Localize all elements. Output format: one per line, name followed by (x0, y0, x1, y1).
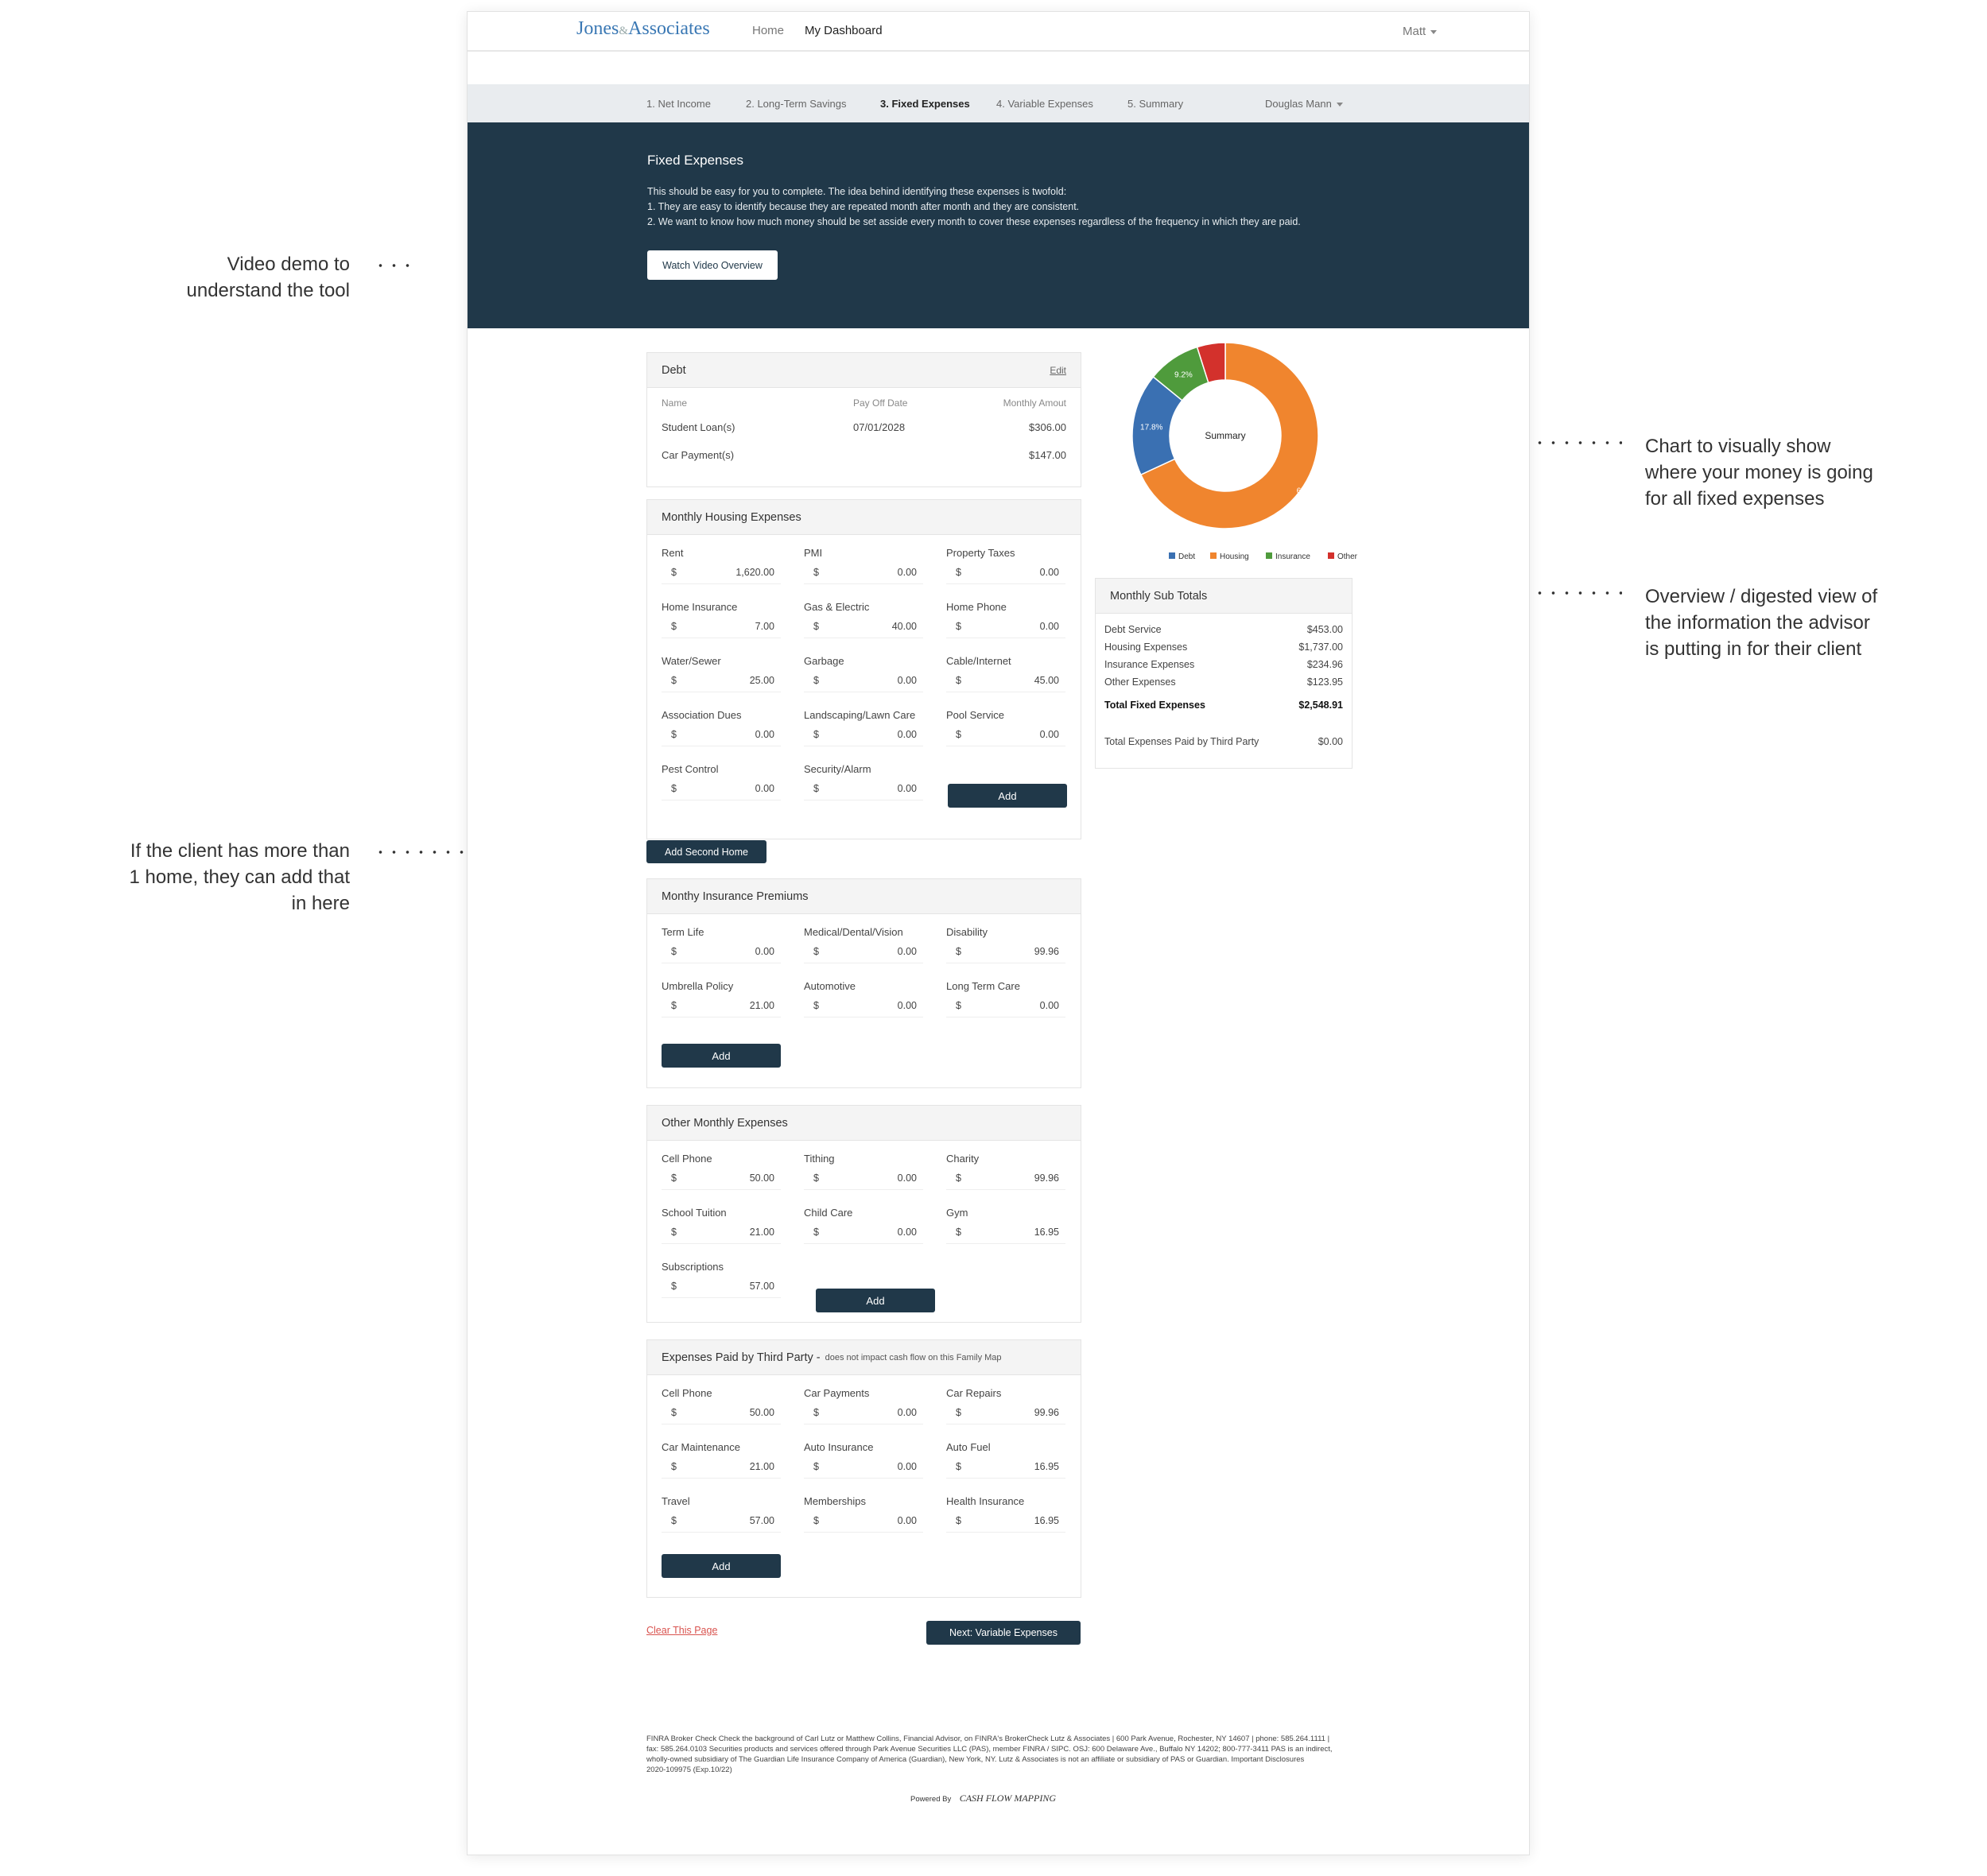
housing-card (646, 499, 1081, 839)
add-third-party-button[interactable]: Add (662, 1554, 781, 1578)
amount-input[interactable] (804, 777, 923, 800)
tab-variable-expenses[interactable]: 4. Variable Expenses (996, 98, 1093, 110)
tab-summary[interactable]: 5. Summary (1127, 98, 1184, 110)
field-label: Automotive (804, 980, 856, 992)
amount-input[interactable] (946, 560, 1065, 584)
slice-label: 68.1% (1296, 486, 1319, 496)
insurance-title: Monthy Insurance Premiums (647, 879, 1081, 914)
chevron-down-icon (1337, 103, 1343, 107)
nav-my-dashboard[interactable]: My Dashboard (805, 24, 883, 37)
currency-symbol: $ (671, 1515, 677, 1526)
field-label: Home Phone (946, 601, 1007, 613)
currency-symbol: $ (956, 1000, 961, 1011)
field-label: Medical/Dental/Vision (804, 926, 903, 938)
debt-date: 07/01/2028 (853, 421, 906, 433)
housing-title: Monthly Housing Expenses (647, 500, 1081, 535)
currency-symbol: $ (813, 621, 819, 632)
input-underline (804, 1478, 923, 1479)
hero-description: This should be easy for you to complete. The idea behind identifying these expenses is twofold: (647, 186, 1067, 197)
amount-value: 0.00 (1039, 567, 1059, 578)
client-selector[interactable]: Douglas Mann (1265, 98, 1343, 110)
input-underline (804, 1243, 923, 1244)
input-underline (946, 1189, 1065, 1190)
currency-symbol: $ (671, 1407, 677, 1418)
legend-swatch (1169, 552, 1175, 559)
field-label: Car Maintenance (662, 1441, 740, 1453)
amount-input[interactable] (662, 669, 781, 692)
amount-value: 16.95 (1034, 1461, 1059, 1472)
input-underline (662, 583, 781, 584)
amount-value: 0.00 (755, 946, 774, 957)
amount-value: 0.00 (897, 1227, 917, 1238)
field-label: Memberships (804, 1495, 867, 1507)
field-label: PMI (804, 547, 823, 559)
amount-input[interactable] (946, 994, 1065, 1017)
amount-input[interactable] (804, 669, 923, 692)
amount-value: 57.00 (749, 1515, 774, 1526)
field-label: Gym (946, 1207, 968, 1219)
input-underline (662, 1189, 781, 1190)
amount-input[interactable] (662, 560, 781, 584)
currency-symbol: $ (813, 675, 819, 686)
amount-value: 45.00 (1034, 675, 1059, 686)
hero-description: 2. We want to know how much money should be set asside every month to cover these expenses regardless of the frequency in which they are paid. (647, 216, 1301, 227)
nav-home[interactable]: Home (752, 24, 785, 37)
field-label: Umbrella Policy (662, 980, 734, 992)
legend-label: Housing (1220, 552, 1249, 561)
amount-input[interactable] (946, 1220, 1065, 1244)
field-label: Gas & Electric (804, 601, 870, 613)
field-label: Car Payments (804, 1387, 870, 1399)
third-party-total-value: $0.00 (1318, 736, 1343, 747)
subtotal-value: $1,737.00 (1298, 641, 1343, 653)
watch-video-button[interactable]: Watch Video Overview (647, 250, 778, 280)
amount-value: 0.00 (897, 1461, 917, 1472)
subtotals-title: Monthly Sub Totals (1096, 579, 1352, 614)
currency-symbol: $ (671, 621, 677, 632)
third-party-card (646, 1339, 1081, 1598)
amount-input[interactable] (946, 723, 1065, 746)
subtotal-label: Insurance Expenses (1104, 659, 1195, 670)
third-party-subtitle: does not impact cash flow on this Family Map (825, 1352, 1002, 1362)
currency-symbol: $ (813, 1461, 819, 1472)
column-header: Monthly Amout (1003, 397, 1066, 409)
field-label: Pool Service (946, 709, 1004, 721)
field-label: Term Life (662, 926, 704, 938)
amount-input[interactable] (804, 560, 923, 584)
amount-value: 0.00 (897, 729, 917, 740)
amount-input[interactable] (662, 940, 781, 963)
amount-input[interactable] (662, 1401, 781, 1424)
currency-symbol: $ (671, 1000, 677, 1011)
field-label: Association Dues (662, 709, 742, 721)
amount-input[interactable] (804, 1455, 923, 1479)
input-underline (946, 1478, 1065, 1479)
amount-value: 0.00 (897, 567, 917, 578)
amount-input[interactable] (804, 614, 923, 638)
field-label: Long Term Care (946, 980, 1020, 992)
top-navbar (468, 12, 1529, 52)
currency-symbol: $ (671, 1172, 677, 1184)
annotation-video-demo: Video demo to understand the tool (186, 254, 350, 301)
legend-swatch (1266, 552, 1272, 559)
currency-symbol: $ (671, 1281, 677, 1292)
amount-input[interactable] (804, 1166, 923, 1190)
column-header: Name (662, 397, 688, 409)
amount-value: 0.00 (1039, 729, 1059, 740)
add-second-home-button[interactable]: Add Second Home (646, 840, 766, 863)
amount-value: 0.00 (1039, 621, 1059, 632)
currency-symbol: $ (813, 1227, 819, 1238)
legend-swatch (1328, 552, 1334, 559)
amount-value: 99.96 (1034, 946, 1059, 957)
currency-symbol: $ (956, 946, 961, 957)
field-label: Health Insurance (946, 1495, 1025, 1507)
amount-input[interactable] (946, 1509, 1065, 1533)
slice-label: 17.8% (1140, 423, 1163, 432)
amount-value: 0.00 (897, 946, 917, 957)
chart-center-label: Summary (1205, 430, 1246, 441)
subtotal-label: Housing Expenses (1104, 641, 1188, 653)
amount-value: 16.95 (1034, 1515, 1059, 1526)
amount-input[interactable] (946, 614, 1065, 638)
subtotal-value: $234.96 (1306, 659, 1343, 670)
amount-input[interactable] (804, 994, 923, 1017)
annotation-dots (374, 264, 415, 267)
currency-symbol: $ (956, 675, 961, 686)
other-expenses-card (646, 1105, 1081, 1323)
amount-input[interactable] (662, 1220, 781, 1244)
amount-value: 16.95 (1034, 1227, 1059, 1238)
cash-flow-mapping-logo: CASH FLOW MAPPING (959, 1793, 1057, 1804)
debt-card (646, 352, 1081, 487)
field-label: Child Care (804, 1207, 853, 1219)
field-label: Property Taxes (946, 547, 1015, 559)
field-label: Landscaping/Lawn Care (804, 709, 916, 721)
subtotal-label: Other Expenses (1104, 676, 1176, 688)
amount-value: 50.00 (749, 1407, 774, 1418)
edit-link[interactable]: Edit (1050, 364, 1066, 376)
tab-fixed-expenses[interactable]: 3. Fixed Expenses (880, 98, 970, 110)
input-underline (662, 1478, 781, 1479)
subtotal-value: $453.00 (1306, 624, 1343, 635)
input-underline (946, 583, 1065, 584)
amount-input[interactable] (946, 940, 1065, 963)
field-label: Charity (946, 1153, 980, 1165)
field-label: Subscriptions (662, 1261, 724, 1273)
slice-label: 9.2% (1174, 370, 1193, 380)
field-label: Car Repairs (946, 1387, 1002, 1399)
amount-value: 21.00 (749, 1227, 774, 1238)
amount-input[interactable] (804, 723, 923, 746)
third-party-total-label: Total Expenses Paid by Third Party (1104, 736, 1259, 747)
summary-donut-chart (1126, 344, 1358, 575)
add-insurance-button[interactable]: Add (662, 1044, 781, 1068)
amount-value: 50.00 (749, 1172, 774, 1184)
field-label: Disability (946, 926, 988, 938)
currency-symbol: $ (671, 729, 677, 740)
debt-title: Debt (662, 363, 686, 377)
total-value: $2,548.91 (1298, 700, 1343, 711)
third-party-title: Expenses Paid by Third Party - (662, 1351, 821, 1364)
field-label: Pest Control (662, 763, 719, 775)
field-label: School Tuition (662, 1207, 727, 1219)
annotation-second-home: If the client has more than 1 home, they can add that in here (129, 840, 350, 914)
field-label: Garbage (804, 655, 844, 667)
amount-input[interactable] (662, 614, 781, 638)
clear-page-link[interactable]: Clear This Page (646, 1625, 718, 1636)
currency-symbol: $ (813, 1000, 819, 1011)
field-label: Water/Sewer (662, 655, 721, 667)
input-underline (662, 1297, 781, 1298)
powered-by: Powered By CASH FLOW MAPPING (910, 1793, 1057, 1804)
amount-value: 21.00 (749, 1000, 774, 1011)
currency-symbol: $ (956, 1227, 961, 1238)
step-tabs (468, 84, 1529, 122)
amount-value: 0.00 (897, 1000, 917, 1011)
amount-input[interactable] (662, 723, 781, 746)
amount-value: 0.00 (897, 1515, 917, 1526)
currency-symbol: $ (671, 946, 677, 957)
currency-symbol: $ (956, 729, 961, 740)
field-label: Tithing (804, 1153, 835, 1165)
currency-symbol: $ (956, 1461, 961, 1472)
amount-input[interactable] (662, 1166, 781, 1190)
debt-amount: $147.00 (1029, 449, 1066, 461)
currency-symbol: $ (671, 567, 677, 578)
brand-logo[interactable]: Jones&Associates (576, 18, 710, 39)
amount-value: 0.00 (1039, 1000, 1059, 1011)
total-label: Total Fixed Expenses (1104, 700, 1205, 711)
amount-value: 0.00 (897, 783, 917, 794)
field-label: Cell Phone (662, 1153, 712, 1165)
input-underline (662, 1243, 781, 1244)
add-housing-button[interactable]: Add (948, 784, 1067, 808)
input-underline (946, 1532, 1065, 1533)
amount-value: 99.96 (1034, 1172, 1059, 1184)
input-underline (662, 1532, 781, 1533)
amount-value: 1,620.00 (735, 567, 774, 578)
currency-symbol: $ (956, 1515, 961, 1526)
annotation-chart: Chart to visually show where your money is going for all fixed expenses (1645, 436, 1873, 510)
amount-input[interactable] (946, 1401, 1065, 1424)
legend-label: Debt (1178, 552, 1196, 561)
insurance-card (646, 878, 1081, 1088)
currency-symbol: $ (671, 675, 677, 686)
amount-input[interactable] (946, 1166, 1065, 1190)
input-underline (804, 1532, 923, 1533)
currency-symbol: $ (813, 946, 819, 957)
field-label: Security/Alarm (804, 763, 871, 775)
field-label: Cable/Internet (946, 655, 1011, 667)
field-label: Auto Insurance (804, 1441, 874, 1453)
app-window (467, 11, 1530, 1855)
currency-symbol: $ (813, 783, 819, 794)
amount-value: 0.00 (755, 729, 774, 740)
amount-value: 0.00 (897, 675, 917, 686)
subtotal-value: $123.95 (1306, 676, 1343, 688)
tab-long-term-savings[interactable]: 2. Long-Term Savings (746, 98, 847, 110)
annotation-overview: Overview / digested view of the information the advisor is putting in for their client (1645, 586, 1878, 660)
currency-symbol: $ (956, 567, 961, 578)
field-label: Cell Phone (662, 1387, 712, 1399)
input-underline (804, 583, 923, 584)
amount-input[interactable] (804, 1509, 923, 1533)
amount-input[interactable] (946, 1455, 1065, 1479)
legend-swatch (1210, 552, 1217, 559)
field-label: Rent (662, 547, 684, 559)
next-button[interactable]: Next: Variable Expenses (926, 1621, 1081, 1645)
amount-input[interactable] (662, 1509, 781, 1533)
amount-input[interactable] (804, 1401, 923, 1424)
currency-symbol: $ (671, 1461, 677, 1472)
page-title: Fixed Expenses (647, 153, 743, 168)
amount-value: 0.00 (755, 783, 774, 794)
column-header: Pay Off Date (853, 397, 908, 409)
amount-value: 21.00 (749, 1461, 774, 1472)
currency-symbol: $ (813, 729, 819, 740)
chevron-down-icon (1430, 30, 1437, 34)
hero-description: 1. They are easy to identify because they are repeated month after month and they are consistent. (647, 201, 1080, 212)
currency-symbol: $ (956, 1407, 961, 1418)
subtotals-card (1095, 578, 1352, 769)
amount-input[interactable] (804, 1220, 923, 1244)
currency-symbol: $ (671, 1227, 677, 1238)
hero-banner (468, 122, 1529, 328)
amount-input[interactable] (662, 777, 781, 800)
currency-symbol: $ (813, 1515, 819, 1526)
legend-label: Insurance (1275, 552, 1310, 561)
debt-name: Student Loan(s) (662, 421, 735, 433)
other-title: Other Monthly Expenses (647, 1106, 1081, 1141)
amount-input[interactable] (662, 994, 781, 1017)
currency-symbol: $ (813, 1172, 819, 1184)
amount-value: 57.00 (749, 1281, 774, 1292)
amount-value: 40.00 (891, 621, 917, 632)
add-other-button[interactable]: Add (816, 1289, 935, 1312)
amount-value: 99.96 (1034, 1407, 1059, 1418)
amount-value: 0.00 (897, 1407, 917, 1418)
amount-value: 7.00 (755, 621, 774, 632)
amount-input[interactable] (662, 1455, 781, 1479)
currency-symbol: $ (671, 783, 677, 794)
debt-amount: $306.00 (1029, 421, 1066, 433)
user-menu[interactable]: Matt (1403, 25, 1437, 38)
legend-label: Other (1337, 552, 1358, 561)
amount-input[interactable] (804, 940, 923, 963)
amount-input[interactable] (662, 1274, 781, 1298)
currency-symbol: $ (956, 1172, 961, 1184)
debt-name: Car Payment(s) (662, 449, 735, 461)
subtotal-label: Debt Service (1104, 624, 1162, 635)
field-label: Auto Fuel (946, 1441, 991, 1453)
input-underline (804, 1189, 923, 1190)
amount-value: 0.00 (897, 1172, 917, 1184)
field-label: Home Insurance (662, 601, 738, 613)
amount-input[interactable] (946, 669, 1065, 692)
input-underline (946, 1243, 1065, 1244)
tab-net-income[interactable]: 1. Net Income (646, 98, 711, 110)
currency-symbol: $ (813, 567, 819, 578)
footer-disclosure: FINRA Broker Check Check the background of Carl Lutz or Matthew Collins, Financial Advisor, on FINRA's BrokerCheck Lutz & Associates | 600 Park Avenue, Rochester, NY 14607 | phone: 585.264.1111 | fax: 585.264.0103 Securities products and services offered through Park Avenue Securities LLC (PAS), member FINRA / SIPC. OSJ: 600 Delaware Ave., Buffalo NY 14202; 800-777-3411 PAS is an indirect, wholly-owned subsidiary of The Guardian Life Insurance Company of America (Guardian), New York, NY. Lutz & Associates is not an affiliate or subsidiary of PAS or Guardian. Important Disclosures 2020-109975 (Exp.10/22) (646, 1735, 1333, 1774)
currency-symbol: $ (813, 1407, 819, 1418)
field-label: Travel (662, 1495, 690, 1507)
currency-symbol: $ (956, 621, 961, 632)
amount-value: 25.00 (749, 675, 774, 686)
